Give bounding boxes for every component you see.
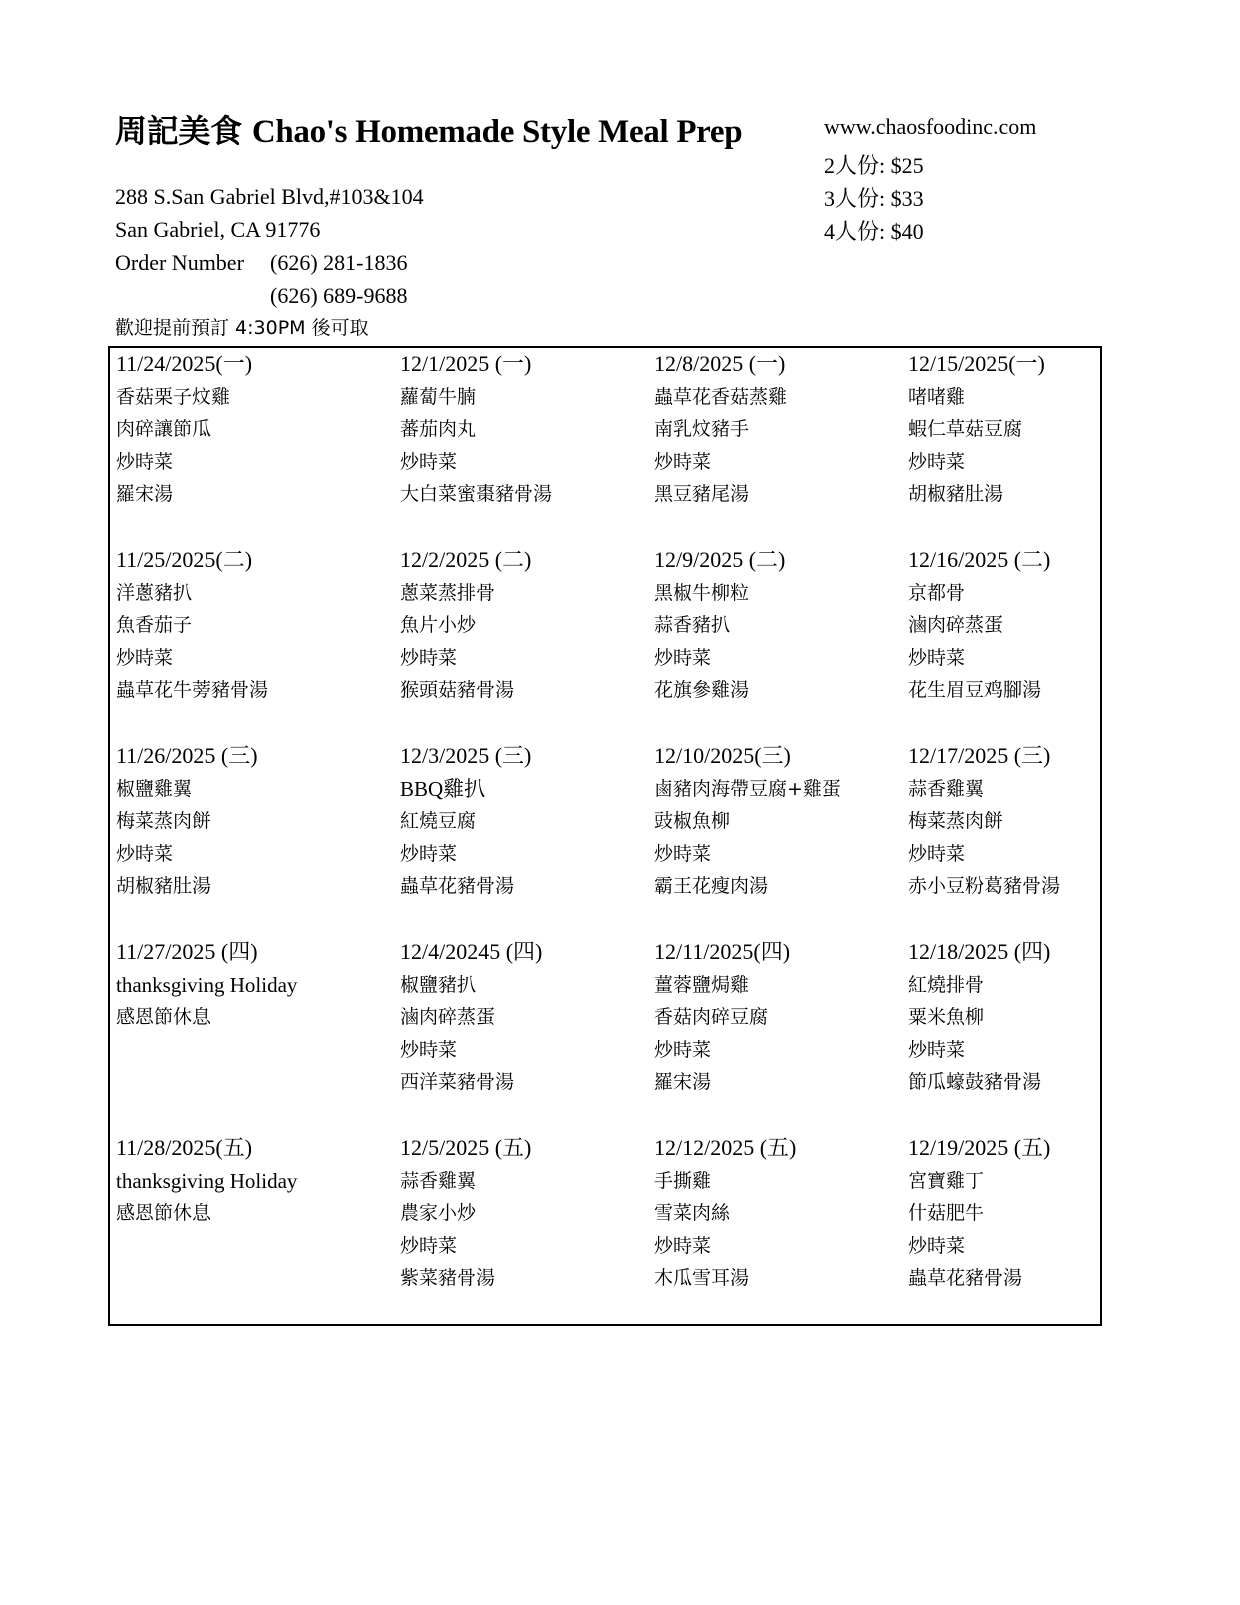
- menu-date: 12/18/2025 (四): [908, 939, 1051, 964]
- menu-dish: 花旗參雞湯: [654, 679, 750, 701]
- menu-dish: 蒜香雞翼: [400, 1169, 477, 1192]
- menu-dish: 紫菜豬骨湯: [400, 1267, 496, 1289]
- menu-day: [654, 1132, 914, 1295]
- store-info: [115, 180, 424, 345]
- menu-day: [654, 936, 914, 1099]
- menu-date: 12/16/2025 (二): [908, 547, 1051, 572]
- menu-dish: 豉椒魚柳: [654, 810, 731, 832]
- menu-dish: 花生眉豆鸡腳湯: [908, 679, 1042, 701]
- menu-dish: 蕃茄肉丸: [400, 418, 477, 440]
- address-line-1: 288 S.San Gabriel Blvd,#103&104: [115, 184, 424, 209]
- menu-day: [908, 544, 1168, 707]
- menu-dish: 黑椒牛柳粒: [654, 581, 750, 604]
- menu-day: [908, 348, 1168, 511]
- menu-dish: 南乳炆豬手: [654, 418, 750, 440]
- menu-dish: 炒時菜: [908, 646, 966, 669]
- menu-dish: 炒時菜: [654, 1234, 712, 1257]
- menu-dish: 西洋菜豬骨湯: [400, 1071, 515, 1093]
- menu-date: 12/1/2025 (一): [400, 351, 532, 376]
- menu-dish: 炒時菜: [400, 450, 458, 473]
- menu-dish: 香菇栗子炆雞: [116, 385, 231, 408]
- menu-day: [654, 740, 914, 903]
- menu-dish: 手撕雞: [654, 1169, 712, 1192]
- price-4-servings: 4人份: $40: [824, 219, 924, 244]
- menu-date: 11/26/2025 (三): [116, 743, 258, 768]
- menu-day: [116, 1132, 376, 1230]
- menu-date: 12/4/20245 (四): [400, 939, 543, 964]
- menu-dish: 節瓜蠔鼓豬骨湯: [908, 1071, 1042, 1093]
- menu-date: 11/27/2025 (四): [116, 939, 258, 964]
- menu-dish: 赤小豆粉葛豬骨湯: [908, 875, 1061, 897]
- order-number-label: Order Number: [115, 250, 244, 275]
- menu-dish: 炒時菜: [654, 646, 712, 669]
- menu-dish: 紅燒豆腐: [400, 810, 477, 832]
- menu-dish: 椒鹽雞翼: [116, 777, 193, 800]
- order-number-line: [115, 246, 424, 279]
- phone-number-1: (626) 281-1836: [270, 250, 408, 275]
- menu-dish: 啫啫雞: [908, 385, 966, 408]
- menu-day: [400, 544, 660, 707]
- menu-dish: 薑蓉鹽焗雞: [654, 973, 750, 996]
- menu-date: 12/15/2025(一): [908, 351, 1045, 376]
- menu-day: [400, 1132, 660, 1295]
- menu-dish: 香菇肉碎豆腐: [654, 1006, 769, 1028]
- menu-dish: 炒時菜: [654, 450, 712, 473]
- menu-day: [908, 936, 1168, 1099]
- menu-date: 12/9/2025 (二): [654, 547, 786, 572]
- menu-dish: 肉碎讓節瓜: [116, 418, 212, 440]
- menu-date: 12/12/2025 (五): [654, 1135, 797, 1160]
- menu-day: [116, 348, 376, 511]
- menu-date: 12/10/2025(三): [654, 743, 791, 768]
- title-english: Chao's Homemade Style Meal Prep: [251, 114, 743, 150]
- menu-dish: 蟲草花牛蒡豬骨湯: [116, 679, 269, 701]
- menu-dish: 胡椒豬肚湯: [116, 875, 212, 897]
- menu-date: 12/8/2025 (一): [654, 351, 786, 376]
- menu-dish: 炒時菜: [908, 842, 966, 865]
- website-url: www.chaosfoodinc.com: [824, 114, 1037, 139]
- menu-dish: 炒時菜: [908, 450, 966, 473]
- menu-day: [116, 740, 376, 903]
- menu-date: 12/19/2025 (五): [908, 1135, 1051, 1160]
- page-title: [115, 106, 742, 152]
- menu-date: 11/25/2025(二): [116, 547, 253, 572]
- menu-dish: 羅宋湯: [654, 1071, 712, 1093]
- menu-dish: 蟲草花豬骨湯: [400, 875, 515, 897]
- menu-dish: 感恩節休息: [116, 1202, 212, 1224]
- menu-dish: 霸王花瘦肉湯: [654, 875, 769, 897]
- menu-day: [116, 936, 376, 1034]
- menu-dish: 魚片小炒: [400, 614, 477, 636]
- menu-day: [908, 1132, 1168, 1295]
- menu-dish: 雪菜肉絲: [654, 1202, 731, 1224]
- menu-date: 12/17/2025 (三): [908, 743, 1051, 768]
- menu-day: [654, 544, 914, 707]
- menu-dish: 滷肉碎蒸蛋: [400, 1006, 496, 1028]
- menu-date: 11/24/2025(一): [116, 351, 253, 376]
- menu-dish: 炒時菜: [400, 1038, 458, 1061]
- menu-dish: 炒時菜: [400, 646, 458, 669]
- menu-dish: 炒時菜: [400, 842, 458, 865]
- menu-dish: 炒時菜: [654, 1038, 712, 1061]
- menu-dish: 蘿蔔牛腩: [400, 385, 477, 408]
- menu-dish: 滷肉碎蒸蛋: [908, 614, 1004, 636]
- menu-dish: 猴頭菇豬骨湯: [400, 679, 515, 701]
- menu-dish: 炒時菜: [400, 1234, 458, 1257]
- menu-dish: 炒時菜: [116, 842, 174, 865]
- menu-date: 12/5/2025 (五): [400, 1135, 532, 1160]
- menu-day: [400, 936, 660, 1099]
- menu-dish: 黑豆豬尾湯: [654, 483, 750, 505]
- price-3-servings: 3人份: $33: [824, 186, 924, 211]
- menu-day: [908, 740, 1168, 903]
- menu-dish: 京都骨: [908, 581, 966, 604]
- menu-dish: 羅宋湯: [116, 483, 174, 505]
- menu-dish: 洋蔥豬扒: [116, 581, 193, 604]
- menu-dish: 紅燒排骨: [908, 973, 985, 996]
- price-2-servings: 2人份: $25: [824, 153, 924, 178]
- menu-day: [116, 544, 376, 707]
- address-line-2: San Gabriel, CA 91776: [115, 217, 321, 242]
- menu-date: 12/2/2025 (二): [400, 547, 532, 572]
- menu-dish: 木瓜雪耳湯: [654, 1267, 750, 1289]
- menu-dish: 椒鹽豬扒: [400, 973, 477, 996]
- menu-dish: 蟲草花豬骨湯: [908, 1267, 1023, 1289]
- menu-date: 12/3/2025 (三): [400, 743, 532, 768]
- menu-dish: 粟米魚柳: [908, 1006, 985, 1028]
- menu-dish: 炒時菜: [116, 646, 174, 669]
- menu-dish: 炒時菜: [116, 450, 174, 473]
- menu-day: [654, 348, 914, 511]
- menu-day: [400, 348, 660, 511]
- menu-dish: 農家小炒: [400, 1202, 477, 1224]
- menu-dish: BBQ雞扒: [400, 776, 486, 801]
- menu-dish: 炒時菜: [908, 1038, 966, 1061]
- menu-dish: 宮寶雞丁: [908, 1169, 985, 1192]
- menu-dish: 大白菜蜜棗豬骨湯: [400, 483, 553, 505]
- menu-dish: thanksgiving Holiday: [116, 1168, 298, 1193]
- menu-dish: 什菇肥牛: [908, 1202, 985, 1224]
- menu-dish: 鹵豬肉海帶豆腐+雞蛋: [654, 777, 841, 800]
- menu-dish: 感恩節休息: [116, 1006, 212, 1028]
- preorder-note: 歡迎提前預訂 4:30PM 後可取: [115, 317, 369, 339]
- menu-dish: 炒時菜: [654, 842, 712, 865]
- menu-dish: thanksgiving Holiday: [116, 972, 298, 997]
- menu-dish: 蟲草花香菇蒸雞: [654, 385, 788, 408]
- menu-dish: 蒜香豬扒: [654, 614, 731, 636]
- title-chinese: 周記美食: [115, 112, 242, 150]
- menu-date: 11/28/2025(五): [116, 1135, 253, 1160]
- menu-dish: 魚香茄子: [116, 614, 193, 636]
- menu-dish: 蒜香雞翼: [908, 777, 985, 800]
- price-list: [824, 149, 924, 248]
- menu-dish: 梅菜蒸肉餅: [908, 810, 1004, 832]
- menu-date: 12/11/2025(四): [654, 939, 791, 964]
- phone-line-2: [115, 279, 424, 312]
- menu-dish: 炒時菜: [908, 1234, 966, 1257]
- menu-dish: 梅菜蒸肉餅: [116, 810, 212, 832]
- phone-number-2: (626) 689-9688: [270, 283, 408, 308]
- menu-dish: 蔥菜蒸排骨: [400, 581, 496, 604]
- menu-dish: 胡椒豬肚湯: [908, 483, 1004, 505]
- menu-dish: 蝦仁草菇豆腐: [908, 418, 1023, 440]
- menu-day: [400, 740, 660, 903]
- weekly-menu-grid: [108, 346, 1102, 1326]
